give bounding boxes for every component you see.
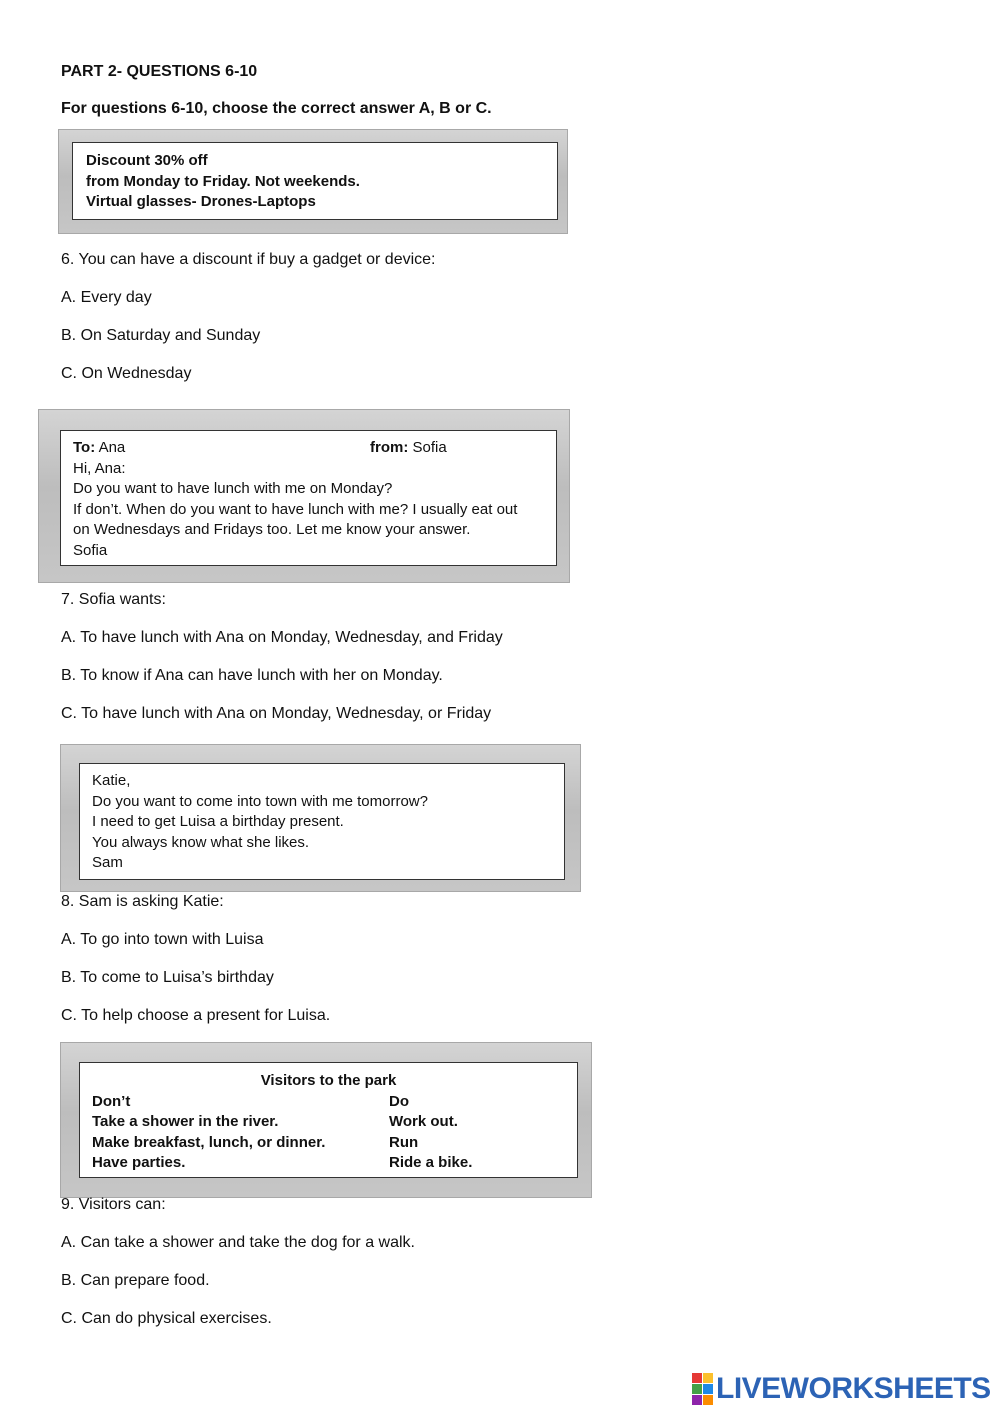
notice-line: from Monday to Friday. Not weekends. bbox=[86, 172, 360, 190]
park-dont: Take a shower in the river. bbox=[92, 1113, 279, 1131]
question-6: 6. You can have a discount if buy a gadget or device: bbox=[61, 251, 436, 268]
from-field bbox=[370, 438, 447, 459]
park-row bbox=[92, 1092, 577, 1113]
logo-square bbox=[692, 1395, 702, 1405]
from-value: Sofia bbox=[412, 439, 447, 456]
notice-note bbox=[79, 763, 565, 880]
instructions: For questions 6-10, choose the correct answer A, B or C. bbox=[61, 100, 492, 117]
notice-message bbox=[60, 430, 557, 566]
q8-option-a[interactable]: A. To go into town with Luisa bbox=[61, 931, 264, 948]
note-line: Katie, bbox=[92, 772, 131, 789]
to-label: To: bbox=[73, 439, 96, 456]
park-row bbox=[92, 1153, 577, 1174]
q7-option-a[interactable]: A. To have lunch with Ana on Monday, Wednesday, and Friday bbox=[61, 629, 503, 646]
q8-option-c[interactable]: C. To help choose a present for Luisa. bbox=[61, 1007, 331, 1024]
notice-discount bbox=[72, 142, 558, 220]
message-line: Do you want to have lunch with me on Monday? bbox=[73, 480, 393, 498]
q9-option-a[interactable]: A. Can take a shower and take the dog for a walk. bbox=[61, 1234, 415, 1251]
logo-square bbox=[692, 1373, 702, 1383]
park-row bbox=[92, 1112, 577, 1133]
park-do: Ride a bike. bbox=[389, 1154, 473, 1172]
part-title: PART 2- QUESTIONS 6-10 bbox=[61, 63, 258, 80]
message-line: Hi, Ana: bbox=[73, 459, 126, 477]
note-line: Sam bbox=[92, 854, 123, 872]
notice-frame-park bbox=[60, 1042, 592, 1198]
question-9: 9. Visitors can: bbox=[61, 1196, 166, 1213]
q9-option-b[interactable]: B. Can prepare food. bbox=[61, 1272, 210, 1289]
park-do: Do bbox=[389, 1092, 409, 1110]
note-line: I need to get Luisa a birthday present. bbox=[92, 813, 344, 831]
q6-option-a[interactable]: A. Every day bbox=[61, 289, 152, 306]
park-dont: Don’t bbox=[92, 1092, 131, 1110]
logo-square bbox=[703, 1384, 713, 1394]
q7-option-b[interactable]: B. To know if Ana can have lunch with her on Monday. bbox=[61, 667, 443, 684]
notice-frame-message bbox=[38, 409, 570, 583]
park-title: Visitors to the park bbox=[260, 1072, 397, 1089]
q6-option-c[interactable]: C. On Wednesday bbox=[61, 365, 192, 382]
notice-line: Virtual glasses- Drones-Laptops bbox=[86, 193, 316, 211]
logo-square bbox=[692, 1384, 702, 1394]
logo-grid-icon bbox=[692, 1373, 713, 1405]
park-do: Run bbox=[389, 1133, 419, 1151]
logo-square bbox=[703, 1395, 713, 1405]
notice-frame-note bbox=[60, 744, 581, 892]
q7-option-c[interactable]: C. To have lunch with Ana on Monday, Wednesday, or Friday bbox=[61, 705, 492, 722]
question-8: 8. Sam is asking Katie: bbox=[61, 893, 224, 910]
logo-square bbox=[703, 1373, 713, 1383]
q6-option-b[interactable]: B. On Saturday and Sunday bbox=[61, 327, 261, 344]
note-line: You always know what she likes. bbox=[92, 833, 310, 851]
notice-line: Discount 30% off bbox=[86, 152, 208, 169]
q9-option-c[interactable]: C. Can do physical exercises. bbox=[61, 1310, 272, 1327]
message-line: If don’t. When do you want to have lunch with me? I usually eat out bbox=[73, 500, 518, 518]
park-row bbox=[92, 1133, 577, 1154]
park-dont: Have parties. bbox=[92, 1154, 186, 1172]
notice-park bbox=[79, 1062, 578, 1178]
q8-option-b[interactable]: B. To come to Luisa’s birthday bbox=[61, 969, 274, 986]
liveworksheets-logo[interactable] bbox=[692, 1372, 991, 1406]
from-label: from: bbox=[370, 439, 409, 456]
message-line: Sofia bbox=[73, 541, 108, 559]
to-value: Ana bbox=[98, 439, 126, 456]
park-dont: Make breakfast, lunch, or dinner. bbox=[92, 1133, 326, 1151]
message-header bbox=[73, 438, 556, 459]
notice-frame-discount bbox=[58, 129, 568, 234]
park-do: Work out. bbox=[389, 1113, 458, 1131]
question-7: 7. Sofia wants: bbox=[61, 591, 166, 608]
note-line: Do you want to come into town with me tomorrow? bbox=[92, 792, 428, 810]
message-line: on Wednesdays and Fridays too. Let me know your answer. bbox=[73, 521, 471, 539]
logo-text: LIVEWORKSHEETS bbox=[716, 1372, 991, 1405]
